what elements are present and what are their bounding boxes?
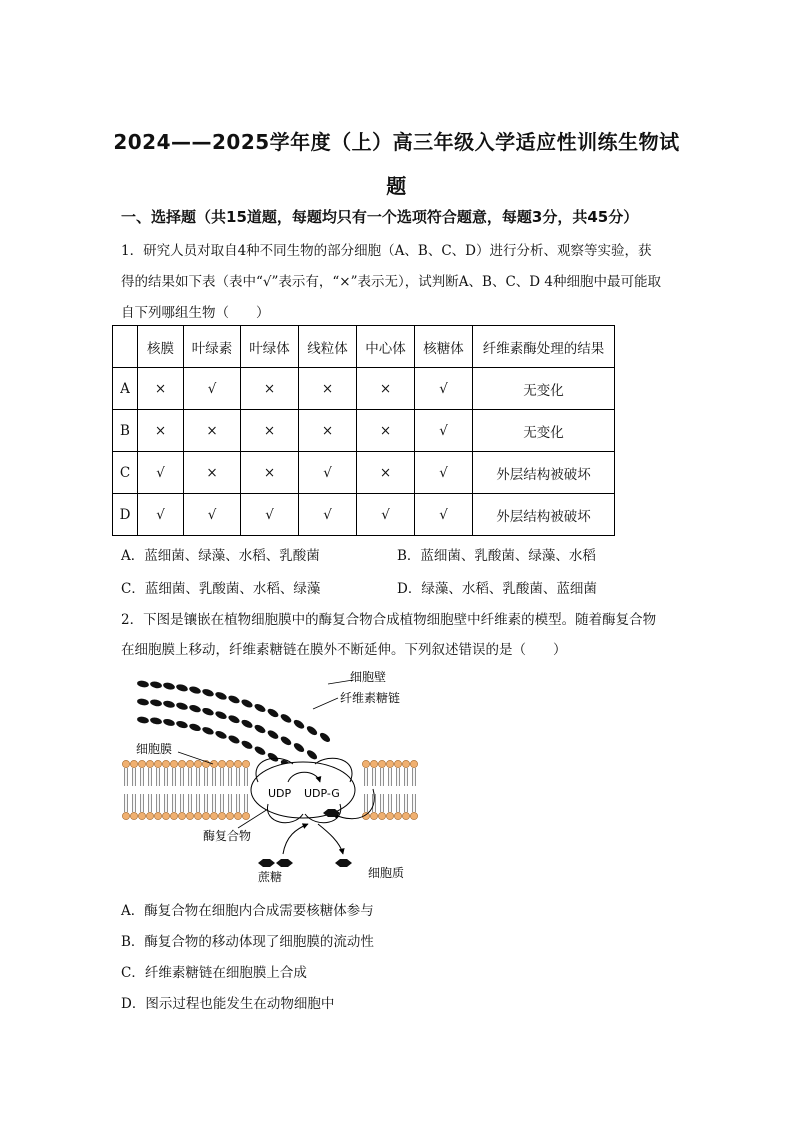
table-row [113, 410, 615, 452]
phospholipid-head-icon [394, 812, 401, 819]
phospholipid-head-icon [170, 812, 177, 819]
label-cellulose-chain: 纤维素糖链 [340, 691, 401, 705]
glucose-unit-icon [318, 731, 331, 744]
phospholipid-head-icon [130, 812, 137, 819]
glucose-unit-icon [137, 698, 150, 706]
table-cell: 外层结构被破坏 [473, 494, 615, 536]
phospholipid-head-icon [162, 812, 169, 819]
phospholipid-head-icon [178, 760, 185, 767]
glucose-unit-icon [279, 712, 293, 724]
label-cytoplasm: 细胞质 [368, 866, 405, 880]
phospholipid-head-icon [378, 812, 385, 819]
table-cell: C [113, 452, 138, 494]
glucose-unit-icon [201, 688, 214, 698]
q1-table [112, 325, 615, 536]
table-cell: √ [138, 494, 184, 536]
label-cell-wall: 细胞壁 [350, 670, 387, 684]
phospholipid-head-icon [242, 760, 249, 767]
table-header-cell [113, 326, 138, 368]
table-cell: √ [415, 410, 473, 452]
glucose-unit-icon [214, 729, 228, 740]
table-cell: √ [184, 368, 241, 410]
label-cell-membrane: 细胞膜 [136, 742, 173, 756]
glucose-unit-icon [266, 707, 280, 719]
q1-option-c[interactable]: C．蓝细菌、乳酸菌、水稻、绿藻 [121, 581, 321, 597]
glucose-unit-icon [137, 680, 150, 688]
glucose-unit-icon [162, 718, 175, 727]
label-enzyme-complex: 酶复合物 [203, 829, 252, 843]
phospholipid-head-icon [194, 812, 201, 819]
glucose-unit-icon [292, 741, 305, 753]
glucose-unit-icon [240, 698, 254, 709]
q2-option-b[interactable]: B．酶复合物的移动体现了细胞膜的流动性 [121, 934, 374, 950]
table-cell: × [184, 410, 241, 452]
table-cell: × [184, 452, 241, 494]
table-header-cell: 中心体 [357, 326, 415, 368]
glucose-unit-icon [175, 720, 188, 730]
phospholipid-head-icon [146, 760, 153, 767]
table-header-cell: 核膜 [138, 326, 184, 368]
table-header-row [113, 326, 615, 368]
table-header-cell: 叶绿体 [241, 326, 299, 368]
phospholipid-head-icon [218, 760, 225, 767]
table-header-cell: 纤维素酶处理的结果 [473, 326, 615, 368]
glucose-unit-icon [188, 704, 201, 714]
phospholipid-head-icon [186, 812, 193, 819]
table-cell: B [113, 410, 138, 452]
phospholipid-head-icon [130, 760, 137, 767]
glucose-unit-icon [137, 716, 150, 724]
phospholipid-head-icon [186, 760, 193, 767]
table-cell: × [299, 410, 357, 452]
glucose-unit-icon [162, 682, 175, 691]
q1-option-a[interactable]: A．蓝细菌、绿藻、水稻、乳酸菌 [121, 548, 320, 564]
table-cell: 无变化 [473, 410, 615, 452]
phospholipid-head-icon [210, 812, 217, 819]
glucose-unit-icon [240, 739, 254, 751]
glucose-unit-icon [292, 718, 305, 730]
table-cell: √ [184, 494, 241, 536]
table-cell: D [113, 494, 138, 536]
phospholipid-head-icon [402, 760, 409, 767]
phospholipid-head-icon [226, 812, 233, 819]
glucose-unit-icon [305, 748, 318, 761]
phospholipid-head-icon [370, 812, 377, 819]
table-row [113, 452, 615, 494]
cellulose-synthesis-figure [118, 664, 428, 884]
q2-option-c[interactable]: C．纤维素糖链在细胞膜上合成 [121, 965, 307, 981]
glucose-unit-icon [188, 685, 201, 695]
glucose-unit-icon [214, 691, 228, 702]
glucose-unit-icon [266, 729, 280, 741]
glucose-unit-icon [175, 683, 188, 693]
q1-stem-line-2: 得的结果如下表（表中“√”表示有，“×”表示无），试判断A、B、C、D 4种细胞中最可能取 [121, 274, 661, 290]
glucose-unit-icon [214, 710, 228, 721]
q2-stem-line-2: 在细胞膜上移动，纤维素糖链在膜外不断延伸。下列叙述错误的是（ ） [121, 642, 567, 658]
table-row [113, 368, 615, 410]
q2-stem-line-1: 2．下图是镶嵌在植物细胞膜中的酶复合物合成植物细胞壁中纤维素的模型。随着酶复合物 [121, 612, 657, 628]
glucose-unit-icon [149, 698, 162, 707]
glucose-unit-icon [240, 718, 254, 729]
exam-title-line-1: 2024——2025学年度（上）高三年级入学适应性训练生物试 [113, 130, 680, 154]
table-cell: √ [299, 452, 357, 494]
phospholipid-head-icon [122, 812, 129, 819]
table-cell: √ [415, 368, 473, 410]
table-cell: × [241, 368, 299, 410]
table-cell: √ [138, 452, 184, 494]
glucose-unit-icon [253, 723, 267, 735]
glucose-unit-icon [227, 694, 241, 705]
phospholipid-head-icon [146, 812, 153, 819]
table-cell: × [138, 368, 184, 410]
exam-title-line-2: 题 [386, 174, 407, 198]
table-cell: √ [415, 494, 473, 536]
phospholipid-head-icon [210, 760, 217, 767]
q2-option-d[interactable]: D．图示过程也能发生在动物细胞中 [121, 996, 335, 1012]
table-cell: × [241, 410, 299, 452]
glucose-unit-icon [149, 716, 162, 725]
table-header-cell: 核糖体 [415, 326, 473, 368]
table-cell: 外层结构被破坏 [473, 452, 615, 494]
phospholipid-head-icon [202, 812, 209, 819]
phospholipid-head-icon [370, 760, 377, 767]
phospholipid-head-icon [386, 760, 393, 767]
q1-option-b[interactable]: B．蓝细菌、乳酸菌、绿藻、水稻 [397, 548, 596, 564]
q1-stem-line-1: 1．研究人员对取自4种不同生物的部分细胞（A、B、C、D）进行分析、观察等实验，获 [121, 243, 652, 259]
phospholipid-head-icon [234, 812, 241, 819]
glucose-unit-icon [201, 726, 215, 737]
glucose-unit-icon [149, 680, 162, 689]
phospholipid-head-icon [386, 812, 393, 819]
table-cell: × [357, 452, 415, 494]
glucose-unit-icon [188, 722, 201, 732]
table-row [113, 494, 615, 536]
sucrose-molecule-icon [276, 859, 293, 867]
table-cell: √ [357, 494, 415, 536]
phospholipid-head-icon [410, 812, 417, 819]
fructose-molecule-icon [335, 859, 352, 867]
sucrose-molecule-icon [258, 859, 275, 867]
phospholipid-head-icon [170, 760, 177, 767]
glucose-unit-icon [162, 700, 175, 709]
glucose-unit-icon [266, 751, 280, 763]
table-cell: 无变化 [473, 368, 615, 410]
phospholipid-head-icon [218, 812, 225, 819]
table-cell: × [138, 410, 184, 452]
table-header-cell: 叶绿素 [184, 326, 241, 368]
table-cell: √ [299, 494, 357, 536]
table-cell: A [113, 368, 138, 410]
glucose-unit-icon [305, 724, 318, 736]
table-cell: × [299, 368, 357, 410]
phospholipid-head-icon [154, 812, 161, 819]
glucose-unit-icon [253, 745, 267, 757]
table-header-cell: 线粒体 [299, 326, 357, 368]
phospholipid-head-icon [242, 812, 249, 819]
glucose-unit-icon [201, 706, 215, 716]
label-udp-g: UDP-G [304, 787, 340, 800]
glucose-unit-icon [253, 702, 267, 713]
phospholipid-head-icon [194, 760, 201, 767]
phospholipid-head-icon [362, 760, 369, 767]
glucose-unit-icon [227, 734, 241, 745]
table-cell: × [357, 410, 415, 452]
table-cell: × [357, 368, 415, 410]
phospholipid-head-icon [138, 760, 145, 767]
phospholipid-head-icon [138, 812, 145, 819]
phospholipid-head-icon [378, 760, 385, 767]
q1-stem-line-3: 自下列哪组生物（ ） [121, 305, 270, 321]
table-cell: √ [241, 494, 299, 536]
phospholipid-head-icon [402, 812, 409, 819]
phospholipid-head-icon [154, 760, 161, 767]
glucose-unit-icon [175, 701, 188, 711]
q1-option-d[interactable]: D．绿藻、水稻、乳酸菌、蓝细菌 [397, 581, 597, 597]
label-udp: UDP [268, 787, 292, 800]
glucose-unit-icon [279, 735, 292, 747]
glucose-unit-icon [227, 714, 241, 725]
phospholipid-head-icon [410, 760, 417, 767]
phospholipid-head-icon [226, 760, 233, 767]
phospholipid-head-icon [178, 812, 185, 819]
phospholipid-head-icon [122, 760, 129, 767]
section-heading: 一、选择题（共15道题，每题均只有一个选项符合题意，每题3分，共45分） [121, 208, 639, 226]
phospholipid-head-icon [394, 760, 401, 767]
phospholipid-head-icon [234, 760, 241, 767]
table-cell: √ [415, 452, 473, 494]
phospholipid-head-icon [162, 760, 169, 767]
table-cell: × [241, 452, 299, 494]
q2-option-a[interactable]: A．酶复合物在细胞内合成需要核糖体参与 [121, 903, 374, 919]
label-sucrose: 蔗糖 [258, 870, 283, 884]
